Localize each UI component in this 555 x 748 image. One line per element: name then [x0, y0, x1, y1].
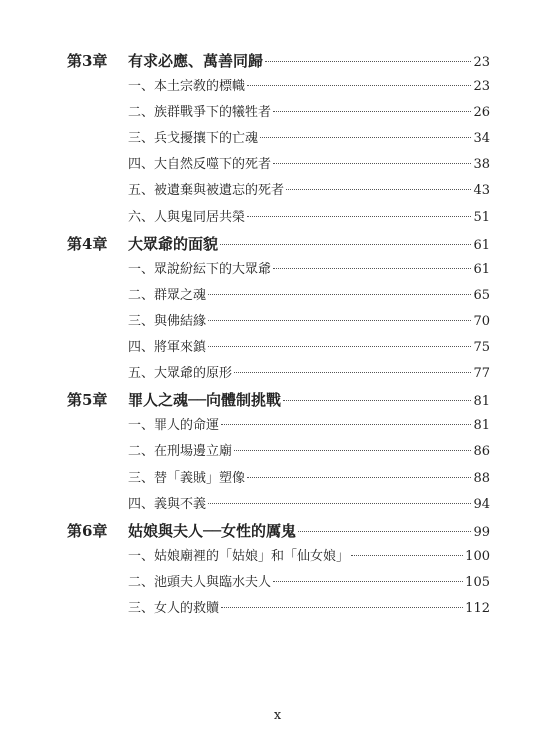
- toc-section-row: [67, 439, 490, 465]
- page-ref: 94: [473, 496, 490, 512]
- section-title: 二、池頭夫人與臨水夫人: [128, 574, 272, 590]
- page-ref: 23: [473, 79, 490, 95]
- section-title: 三、女人的救贖: [128, 600, 220, 616]
- page-ref: 38: [473, 157, 490, 173]
- toc-section-row: [67, 283, 490, 309]
- page-ref: 75: [473, 340, 490, 356]
- page-ref: 70: [473, 313, 490, 329]
- toc-section-row: [67, 152, 490, 178]
- section-title: 四、將軍來鎮: [128, 340, 207, 356]
- page-ref: 81: [473, 394, 490, 410]
- dot-leader: [265, 61, 471, 62]
- dot-leader: [298, 531, 471, 532]
- page-ref: 105: [465, 574, 490, 590]
- dot-leader: [260, 137, 471, 138]
- section-title: 三、替「義賊」塑像: [128, 470, 246, 486]
- page-ref: 88: [473, 470, 490, 486]
- dot-leader: [273, 163, 471, 164]
- section-title: 二、群眾之魂: [128, 287, 207, 303]
- dot-leader: [208, 346, 471, 347]
- section-title: 五、大眾爺的原形: [128, 366, 233, 382]
- page-ref: 65: [473, 287, 490, 303]
- section-title: 三、兵戈擾攘下的亡魂: [128, 131, 259, 147]
- toc-section-row: [67, 100, 490, 126]
- toc-section-row: [67, 309, 490, 335]
- dot-leader: [286, 189, 471, 190]
- section-title: 五、被遺棄與被遺忘的死者: [128, 183, 285, 199]
- section-title: 二、族群戰爭下的犧牲者: [128, 105, 272, 121]
- dot-leader: [234, 372, 471, 373]
- chapter-title: 姑娘與夫人──女性的厲鬼: [128, 521, 297, 540]
- page-ref: 112: [465, 600, 490, 616]
- page-ref: 100: [465, 548, 490, 564]
- dot-leader: [273, 581, 463, 582]
- page-ref: 81: [473, 418, 490, 434]
- chapter-title: 大眾爺的面貌: [128, 234, 219, 253]
- page-ref: 77: [473, 366, 490, 382]
- toc-section-row: [67, 492, 490, 518]
- chapter-title: 有求必應、萬善同歸: [128, 52, 264, 70]
- page-ref: 86: [473, 444, 490, 460]
- toc-section-row: [67, 570, 490, 596]
- dot-leader: [221, 424, 471, 425]
- toc-chapter-row: [67, 518, 490, 544]
- dot-leader: [247, 216, 471, 217]
- toc-section-row: [67, 413, 490, 439]
- dot-leader: [208, 320, 471, 321]
- page-ref: 43: [473, 183, 490, 199]
- page-ref: 26: [473, 105, 490, 121]
- page-ref: 61: [473, 237, 490, 253]
- table-of-contents: [67, 48, 490, 622]
- section-title: 一、本土宗敎的標幟: [128, 79, 246, 95]
- toc-section-row: [67, 335, 490, 361]
- section-title: 一、眾說紛紜下的大眾爺: [128, 261, 272, 277]
- dot-leader: [273, 111, 471, 112]
- page-number: x: [273, 708, 282, 723]
- section-title: 一、姑娘廟裡的「姑娘」和「仙女娘」: [128, 548, 350, 564]
- chapter-number: 第5章: [67, 391, 108, 410]
- dot-leader: [283, 400, 471, 401]
- chapter-number: 第4章: [67, 234, 108, 253]
- toc-chapter-row: [67, 231, 490, 257]
- dot-leader: [221, 607, 463, 608]
- page-ref: 51: [473, 209, 490, 225]
- dot-leader: [247, 477, 471, 478]
- section-title: 四、大自然反噬下的死者: [128, 157, 272, 173]
- chapter-title: 罪人之魂──向體制挑戰: [128, 391, 282, 410]
- section-title: 六、人與鬼同居共榮: [128, 209, 246, 225]
- toc-section-row: [67, 361, 490, 387]
- section-title: 二、在刑場邊立廟: [128, 444, 233, 460]
- toc-section-row: [67, 178, 490, 204]
- section-title: 四、義與不義: [128, 496, 207, 512]
- dot-leader: [273, 268, 471, 269]
- toc-chapter-row: [67, 48, 490, 74]
- section-title: 三、與佛結緣: [128, 313, 207, 329]
- dot-leader: [351, 555, 463, 556]
- toc-section-row: [67, 596, 490, 622]
- dot-leader: [208, 503, 471, 504]
- dot-leader: [234, 450, 471, 451]
- toc-section-row: [67, 544, 490, 570]
- toc-chapter-row: [67, 387, 490, 413]
- page-ref: 99: [473, 524, 490, 540]
- toc-section-row: [67, 257, 490, 283]
- section-title: 一、罪人的命運: [128, 418, 220, 434]
- toc-section-row: [67, 126, 490, 152]
- dot-leader: [220, 244, 471, 245]
- chapter-number: 第6章: [67, 521, 108, 540]
- dot-leader: [247, 85, 471, 86]
- dot-leader: [208, 294, 471, 295]
- toc-section-row: [67, 205, 490, 231]
- page-ref: 34: [473, 131, 490, 147]
- page-ref: 61: [473, 261, 490, 277]
- toc-section-row: [67, 466, 490, 492]
- chapter-number: 第3章: [67, 52, 108, 70]
- toc-section-row: [67, 74, 490, 100]
- page-ref: 23: [473, 55, 490, 70]
